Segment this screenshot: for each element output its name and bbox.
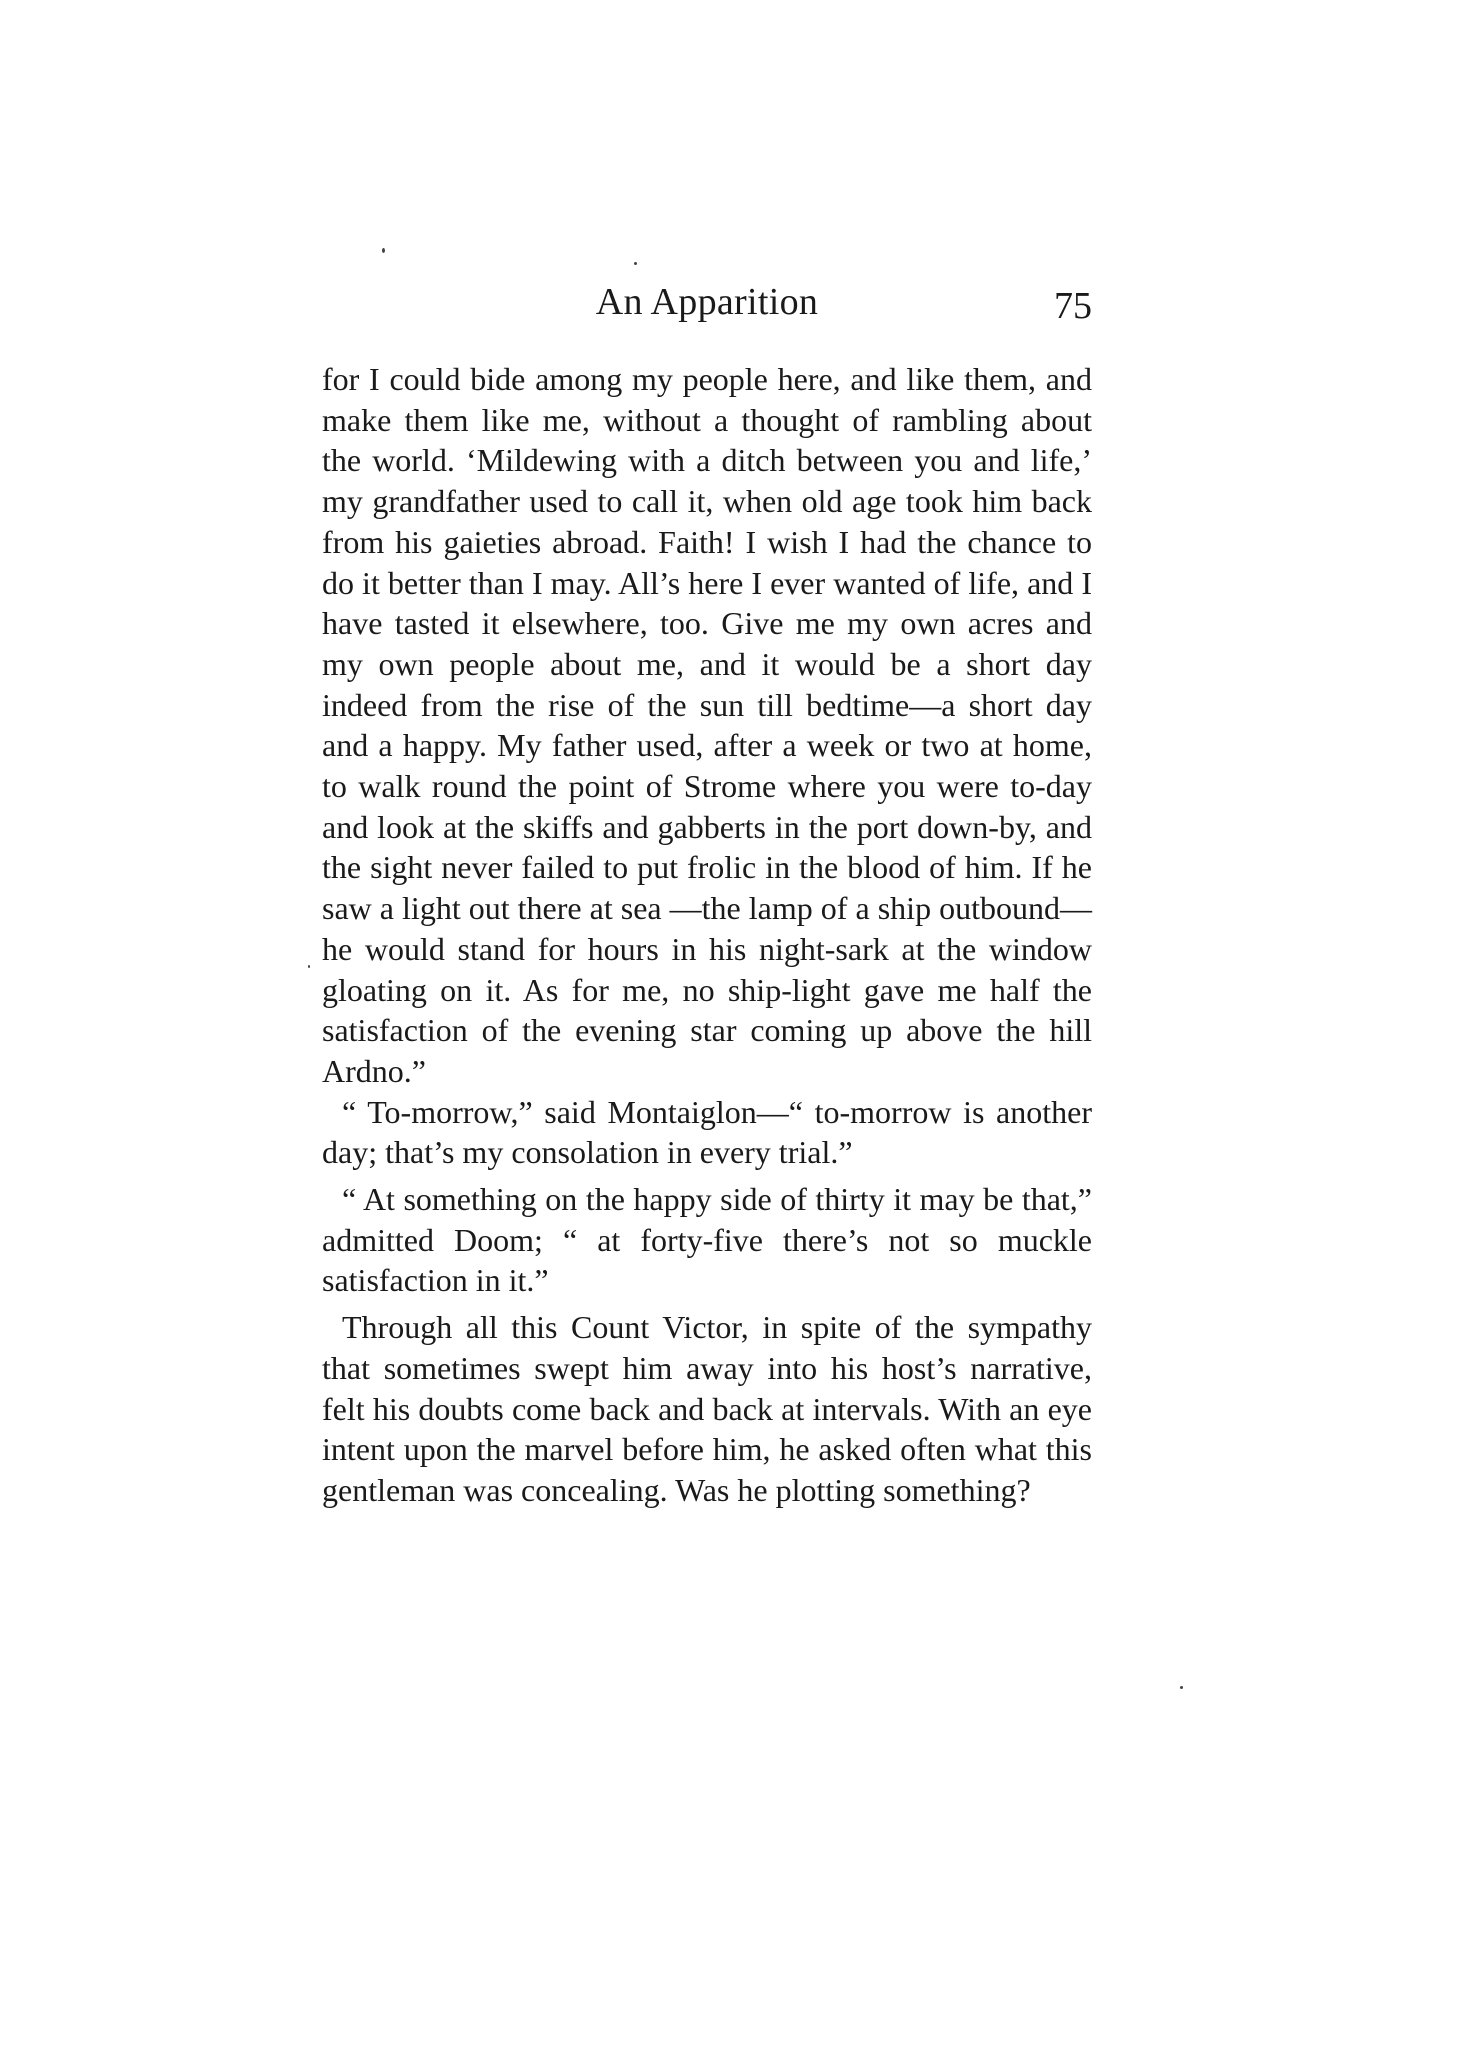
paragraph-1: for I could bide among my people here, and like them, and make them like me, without a thought of rambling about the world. ‘Mildewing with a ditch between you and life,’ my grandfather used to call it, when old age took him back from his gaieties abroad. Faith! I wish I had the chance to do it better than I may. All’s here I ever wanted of life, and I have tasted it elsewhere, too. Give me my own acres and my own people about me, and it would be a short day indeed from the rise of the sun till bedtime—a short day and a happy. My father used, after a week or two at home, to walk round the point of Strome where you were to-day and look at the skiffs and gabberts in the port down-by, and the sight never failed to put frolic in the blood of him. If he saw a light out there at sea —the lamp of a ship outbound—he would stand for hours in his night-sark at the window gloating on it. As for me, no ship-light gave me half the satisfaction of the evening star coming up above the hill Ardno.”: [322, 361, 1092, 1089]
page-number: 75: [1054, 285, 1092, 327]
paragraph-3: “ At something on the happy side of thirty it may be that,” admitted Doom; “ at forty-five there’s not so muckle satisfaction in it.”: [322, 1181, 1092, 1299]
body-text: [322, 359, 1092, 1511]
paragraph-4: Through all this Count Victor, in spite of the sympathy that sometimes swept him away into his host’s narrative, felt his doubts come back and back at intervals. With an eye intent upon the marvel before him, he asked often what this gentleman was concealing. Was he plotting something?: [322, 1309, 1092, 1508]
scan-speck: [382, 248, 385, 253]
page-header: [322, 276, 1092, 328]
scan-speck: [1180, 1686, 1183, 1689]
scan-speck: [634, 262, 637, 265]
scan-speck: [308, 965, 310, 968]
paragraph-2: “ To-morrow,” said Montaiglon—“ to-morrow is another day; that’s my consolation in every trial.”: [322, 1093, 1092, 1171]
running-title: An Apparition: [595, 281, 819, 323]
